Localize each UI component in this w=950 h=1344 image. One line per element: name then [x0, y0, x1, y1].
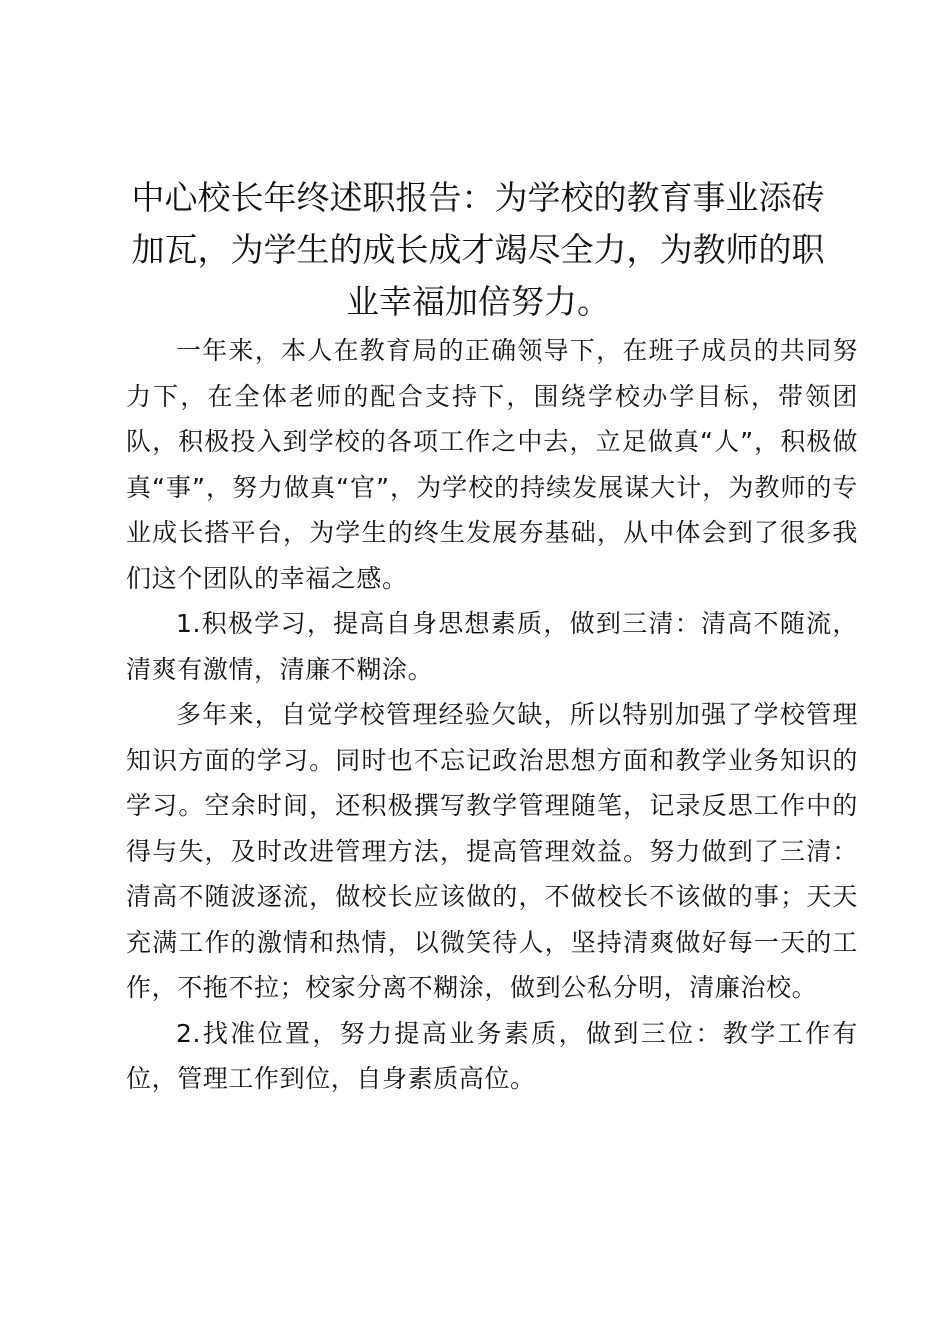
- paragraph-point-1-detail: 多年来，自觉学校管理经验欠缺，所以特别加强了学校管理知识方面的学习。同时也不忘记政治思想方面和教学业务知识的学习。空余时间，还积极撰写教学管理随笔，记录反思工作中的得与失，及时改进管理方法，提高管理效益。努力做到了三清：清高不随波逐流，做校长应该做的，不做校长不该做的事；天天充满工作的激情和热情，以微笑待人，坚持清爽做好每一天的工作，不拖不拉；校家分离不糊涂，做到公私分明，清廉治校。: [126, 700, 858, 1002]
- paragraph-point-1: 1.积极学习，提高自身思想素质，做到三清：清高不随流，清爽有激情，清廉不糊涂。: [126, 609, 858, 684]
- document-title: 中心校长年终述职报告：为学校的教育事业添砖加瓦，为学生的成长成才竭尽全力，为教师的职业幸福加倍努力。: [131, 178, 825, 321]
- paragraph-intro: 一年来，本人在教育局的正确领导下，在班子成员的共同努力下，在全体老师的配合支持下，围绕学校办学目标，带领团队，积极投入到学校的各项工作之中去，立足做真“人”，积极做真“事”，努力做真“官”，为学校的持续发展谋大计，为教师的专业成长搭平台，为学生的终生发展夯基础，从中体会到了很多我们这个团队的幸福之感。: [126, 336, 858, 593]
- document-body: [126, 328, 858, 1102]
- paragraph-point-2: 2.找准位置，努力提高业务素质，做到三位：教学工作有位，管理工作到位，自身素质高位。: [126, 1018, 858, 1093]
